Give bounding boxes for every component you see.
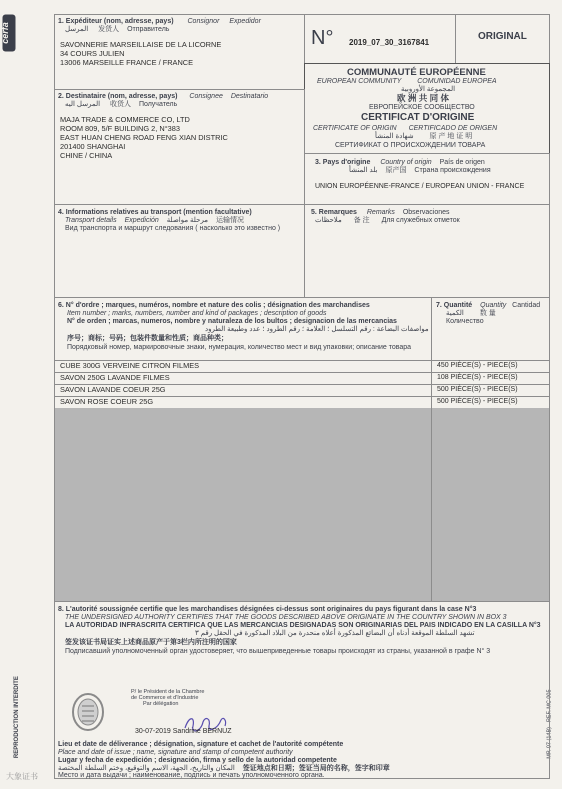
box1-label-es: Expedidor bbox=[229, 18, 261, 25]
box-2-consignee bbox=[54, 89, 305, 205]
consignee-line-4: 201400 SHANGHAI bbox=[60, 142, 126, 151]
box4-label-en: Transport details bbox=[65, 217, 117, 224]
box-1-consignor bbox=[54, 14, 305, 90]
number-label: N° bbox=[311, 27, 334, 49]
box2-label-ru: Получатель bbox=[138, 101, 178, 108]
box4-label-es: Expedición bbox=[124, 217, 159, 224]
header-en-certificate: CERTIFICATE OF ORIGIN bbox=[313, 125, 397, 132]
footer-en: Place and date of issue ; name, signature and stamp of competent authority bbox=[58, 749, 293, 756]
certification-en: THE UNDERSIGNED AUTHORITY CERTIFIES THAT THE GOODS DESCRIBED ABOVE ORIGINATE IN THE COUNTRY SHOWN IN BOX 3 bbox=[65, 614, 507, 621]
quantity-4: 500 PIÈCE(S) - PIECE(S) bbox=[437, 398, 518, 405]
quantity-3: 500 PIÈCE(S) - PIECE(S) bbox=[437, 386, 518, 393]
form-number bbox=[0, 56, 2, 92]
quantity-2: 108 PIÈCE(S) - PIECE(S) bbox=[437, 374, 518, 381]
community-header bbox=[304, 63, 550, 154]
goods-item-3: SAVON LAVANDE COEUR 25G bbox=[60, 385, 166, 394]
box2-label-fr: 2. Destinataire (nom, adresse, pays) bbox=[58, 93, 178, 100]
certificate-number-box bbox=[304, 14, 456, 64]
stamp-line-2: de Commerce et d'Industrie bbox=[131, 695, 199, 701]
box-3-country-of-origin bbox=[304, 153, 550, 205]
box6-label-ar: مواصفات البضاعة : رقم التسلسل ؛ العلامة ؛ رقم الطرود ؛ عدد وطبيعة الطرود bbox=[205, 326, 429, 333]
footer-ru: Место и дата выдачи ; наименование, подпись и печать уполномоченного органа. bbox=[58, 772, 325, 779]
goods-cancelled-area bbox=[55, 408, 431, 601]
box1-label-zh: 发货人 bbox=[98, 26, 120, 33]
header-ru-certificate: СЕРТИФИКАТ О ПРОИСХОЖДЕНИИ ТОВАРА bbox=[335, 142, 486, 149]
box-5-remarks bbox=[304, 204, 550, 298]
consignor-line-2: 34 COURS JULIEN bbox=[60, 49, 125, 58]
original-box bbox=[455, 14, 550, 64]
box3-label-en: Country of origin bbox=[380, 159, 432, 166]
issue-date-signatory: 30-07-2019 Sandrine BERNUZ bbox=[135, 728, 232, 735]
certification-zh: 签发该证书局证实上述商品原产于第3栏内所注明的国家 bbox=[65, 639, 237, 646]
header-zh-community: 欧 洲 共 同 体 bbox=[397, 93, 449, 103]
goods-item-1: CUBE 300G VERVEINE CITRON FILMES bbox=[60, 361, 200, 370]
box2-label-ar: المرسل اليه bbox=[65, 101, 101, 108]
stamp-line-3: Par délégation bbox=[143, 701, 179, 707]
box7-label-ar: الكمية bbox=[446, 310, 464, 317]
quantity-cancelled-area bbox=[432, 408, 549, 601]
header-fr-community: COMMUNAUTÉ EUROPÉENNE bbox=[347, 67, 486, 78]
box2-label-es: Destinatario bbox=[230, 93, 269, 100]
box3-label-zh: 原产国 bbox=[385, 167, 407, 174]
cerfa-logo bbox=[2, 14, 16, 52]
box7-label-en: Quantity bbox=[480, 302, 507, 309]
consignee-line-2: ROOM 809, 5/F BUILDING 2, N°383 bbox=[60, 124, 181, 133]
certification-ar: تشهد السلطة الموقعة أدناه أن البضائع المذكورة أعلاه منحدرة من البلاد المذكورة في الحقل رقم ٣ bbox=[195, 630, 475, 637]
box6-label-en: Item number ; marks, numbers, number and kind of packages ; description of goods bbox=[67, 310, 327, 317]
certification-fr: 8. L'autorité soussignée certifie que les marchandises désignées ci-dessus sont originaires du pays figurant dans la case N°3 bbox=[58, 606, 477, 613]
header-zh-certificate: 原 产 地 证 明 bbox=[429, 133, 473, 140]
box5-label-es: Observaciones bbox=[402, 209, 450, 216]
box3-label-es: País de origen bbox=[439, 159, 485, 166]
goods-item-2: SAVON 250G LAVANDE FILMES bbox=[60, 373, 170, 382]
box4-label-fr: 4. Informations relatives au transport (mention facultative) bbox=[58, 209, 252, 216]
box6-label-ru: Порядковый номер, маркировочные знаки, нумерация, количество мест и вид упаковки; описание товара bbox=[67, 344, 412, 351]
box2-label-en: Consignee bbox=[189, 93, 223, 100]
box2-label-zh: 收货人 bbox=[110, 101, 131, 108]
box6-label-zh: 序号；商标；号码；包装件数量和性质；商品种类； bbox=[67, 335, 228, 342]
consignee-line-5: CHINE / CHINA bbox=[60, 151, 113, 160]
box3-label-ar: بلد المنشأ bbox=[349, 167, 378, 174]
box5-label-ru: Для служебных отметок bbox=[381, 217, 460, 224]
footer-fr: Lieu et date de déliverance ; désignation, signature et cachet de l'autorité compétente bbox=[58, 741, 344, 748]
box1-label-ar: المرسل bbox=[65, 26, 89, 33]
footer-ar: المكان والتاريخ، الجهة، الاسم والتوقيع، وختم السلطة المختصة bbox=[58, 765, 235, 772]
footer-es: Lugar y fecha de expedición ; designación, firma y sello de la autoridad competente bbox=[58, 757, 337, 764]
box5-label-ar: ملاحظات bbox=[315, 217, 342, 224]
seal-icon bbox=[71, 692, 105, 732]
header-ar-community: المجموعة الأوروبية bbox=[401, 86, 456, 93]
header-es-certificate: CERTIFICADO DE ORIGEN bbox=[408, 125, 498, 132]
certification-ru: Подписавший уполномоченный орган удостоверяет, что вышеприведенные товары происходят из страны, указанной в графе N° 3 bbox=[65, 648, 491, 655]
form-reference: MP. 07 (14B) - REF. MC 005 bbox=[546, 689, 553, 759]
box-4-transport bbox=[54, 204, 305, 298]
box7-label-es: Cantidad bbox=[512, 302, 541, 309]
box-8-certification bbox=[54, 601, 550, 779]
box7-label-zh: 数 量 bbox=[479, 310, 496, 317]
cerfa-logo-text: cerfa bbox=[0, 22, 10, 44]
certification-es: LA AUTORIDAD INFRASCRITA CERTIFICA QUE LAS MERCANCIAS DESIGNADAS SON ORIGINARIAS DEL PAIS INDICADO EN LA CASILLA N°3 bbox=[65, 622, 541, 629]
box-7-quantity bbox=[431, 297, 550, 602]
box4-label-ru: Вид транспорта и маршрут следования ( насколько это известно ) bbox=[65, 225, 281, 232]
box6-label-es: N° de orden ; marcas, numeros, nombre y naturaleza de los bultos ; designacion de las mercancias bbox=[67, 318, 397, 325]
consignee-line-1: MAJA TRADE & COMMERCE CO, LTD bbox=[60, 115, 190, 124]
consignee-line-3: EAST HUAN CHENG ROAD FENG XIAN DISTRIC bbox=[60, 133, 228, 142]
box7-label-fr: 7. Quantité bbox=[436, 302, 473, 309]
box7-label-ru: Количество bbox=[446, 318, 484, 325]
box1-label-fr: 1. Expéditeur (nom, adresse, pays) bbox=[58, 18, 174, 25]
header-en-community: EUROPEAN COMMUNITY bbox=[317, 78, 402, 85]
consignor-line-1: SAVONNERIE MARSEILLAISE DE LA LICORNE bbox=[60, 40, 222, 49]
box1-label-en: Consignor bbox=[187, 18, 220, 25]
quantity-1: 450 PIÈCE(S) - PIECE(S) bbox=[437, 362, 518, 369]
stamp-line-1: P/ le Président de la Chambre bbox=[131, 689, 205, 695]
certificate-number: 2019_07_30_3167841 bbox=[349, 38, 430, 47]
box4-label-ar: مرحلة مواصلة bbox=[166, 217, 209, 224]
box5-label-fr: 5. Remarques bbox=[311, 209, 357, 216]
chamber-stamp bbox=[71, 692, 105, 732]
box5-label-en: Remarks bbox=[366, 209, 395, 216]
header-fr-certificate: CERTIFICAT D'ORIGINE bbox=[361, 112, 475, 123]
header-ru-community: ЕВРОПЕЙСКОЕ СООБЩЕСТВО bbox=[369, 104, 475, 111]
country-of-origin: UNION EUROPÉENNE-FRANCE / EUROPEAN UNION - FRANCE bbox=[315, 183, 525, 190]
box5-label-zh: 备 注 bbox=[353, 217, 370, 224]
header-es-community: COMUNIDAD EUROPEA bbox=[417, 78, 497, 85]
box3-label-ru: Страна происхождения bbox=[414, 167, 491, 174]
box3-label-fr: 3. Pays d'origine bbox=[315, 159, 371, 166]
box1-label-ru: Отправитель bbox=[127, 26, 170, 33]
header-ar-certificate: شهادة المنشأ bbox=[375, 133, 414, 140]
box4-label-zh: 运输情况 bbox=[216, 217, 245, 224]
goods-item-4: SAVON ROSE COEUR 25G bbox=[60, 397, 154, 406]
watermark: 大象证书 bbox=[6, 772, 38, 781]
box6-label-fr: 6. N° d'ordre ; marques, numéros, nombre et nature des colis ; désignation des marchandises bbox=[58, 302, 370, 309]
original-label: ORIGINAL bbox=[478, 31, 527, 42]
box-6-goods bbox=[54, 297, 432, 602]
footer-zh: 签证地点和日期；签证当局的名称，签字和印章 bbox=[242, 765, 390, 772]
consignor-line-3: 13006 MARSEILLE FRANCE / FRANCE bbox=[60, 58, 194, 67]
reproduction-notice: REPRODUCTION INTERDITE bbox=[13, 676, 20, 759]
